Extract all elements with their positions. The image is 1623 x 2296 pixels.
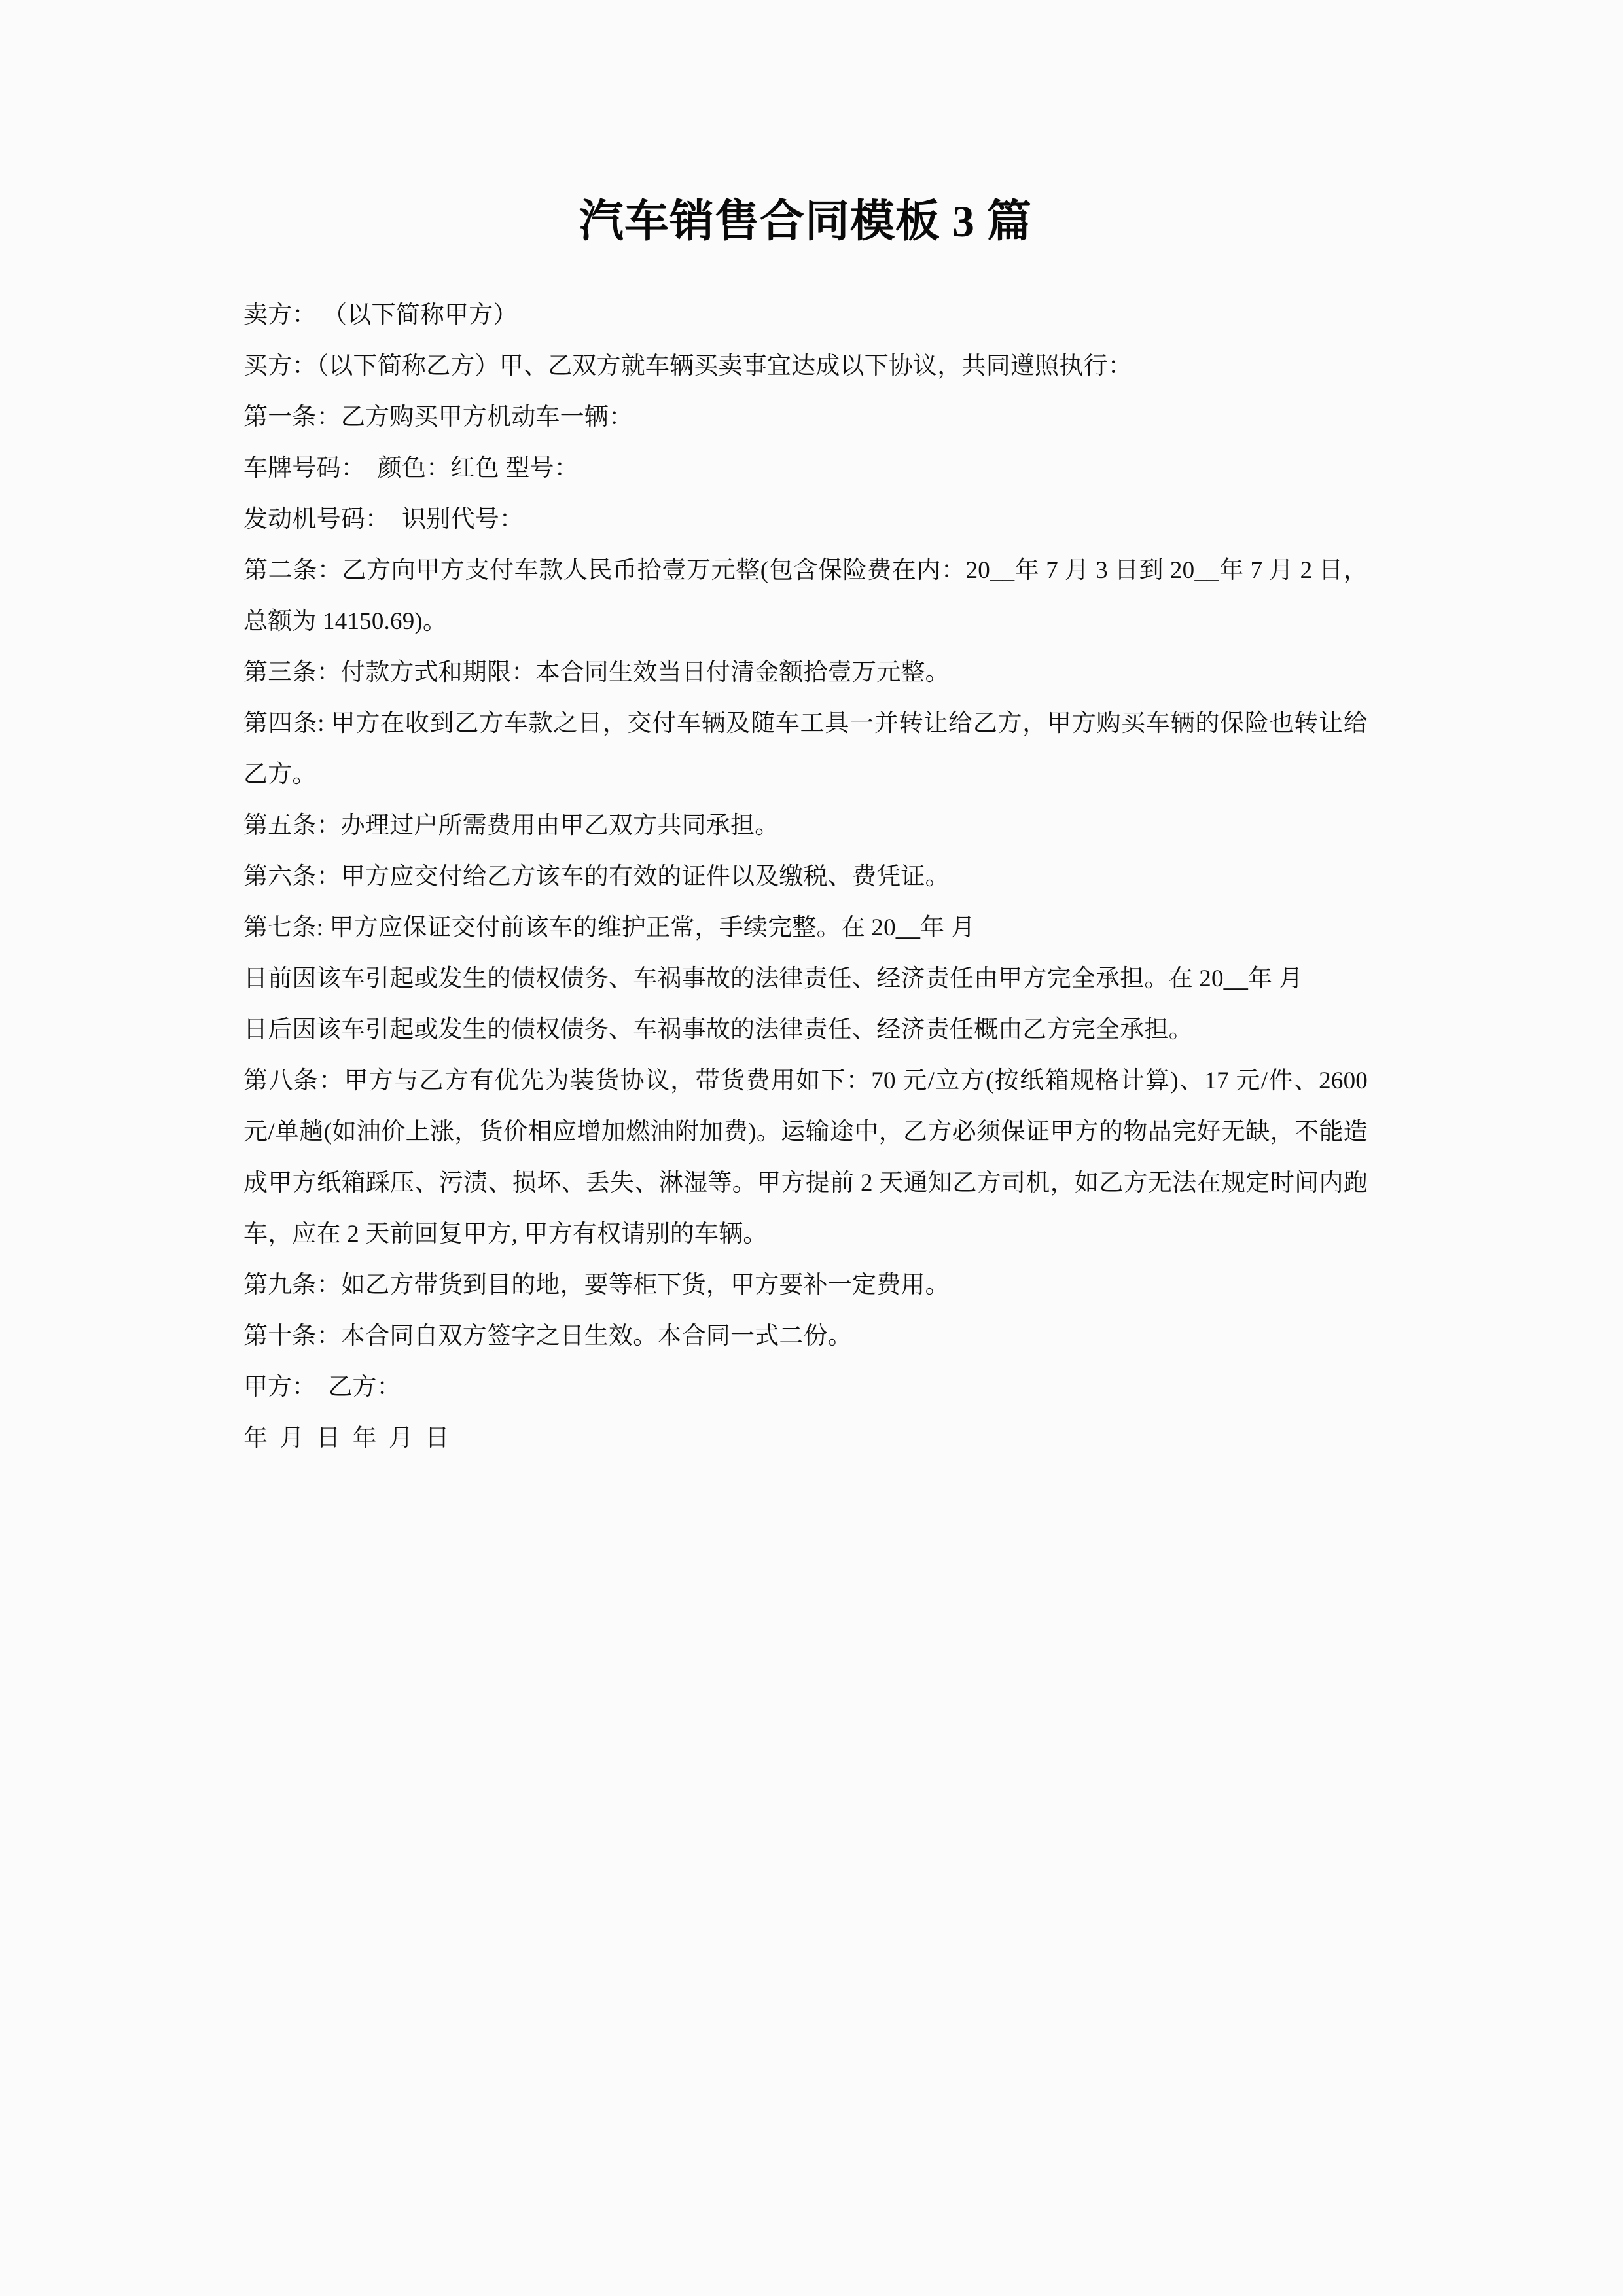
paragraph-buyer-line: 买方：（以下简称乙方）甲、乙双方就车辆买卖事宜达成以下协议，共同遵照执行： bbox=[243, 353, 1132, 380]
paragraph-article-9: 第九条：如乙方带货到目的地，要等柜下货，甲方要补一定费用。 bbox=[243, 1272, 950, 1299]
paragraph-vehicle-plate: 车牌号码： 颜色：红色 型号： bbox=[243, 455, 579, 482]
paragraph-article-3: 第三条：付款方式和期限：本合同生效当日付清金额拾壹万元整。 bbox=[243, 659, 950, 686]
signature-date-line: 年 月 日 年 月 日 bbox=[243, 1425, 450, 1452]
signature-parties-line: 甲方： 乙方： bbox=[243, 1374, 401, 1401]
paragraph-article-1: 第一条：乙方购买甲方机动车一辆： bbox=[243, 404, 633, 431]
paragraph-article-10: 第十条：本合同自双方签字之日生效。本合同一式二份。 bbox=[243, 1323, 852, 1350]
paragraph-article-5: 第五条：办理过户所需费用由甲乙双方共同承担。 bbox=[243, 812, 779, 839]
paragraph-article-7-cont2: 日后因该车引起或发生的债权债务、车祸事故的法律责任、经济责任概由乙方完全承担。 bbox=[243, 1016, 1193, 1043]
paragraph-article-7-cont: 日前因该车引起或发生的债权债务、车祸事故的法律责任、经济责任由甲方完全承担。在 20__年 月 bbox=[243, 965, 1303, 992]
paragraph-article-8: 第八条：甲方与乙方有优先为装货协议，带货费用如下：70 元/立方(按纸箱规格计算)、17 元/件、2600 元/单趟(如油价上涨，货价相应增加燃油附加费)。运输途中，乙方必须保证甲方的物品完好无缺，不能造成甲方纸箱踩压、污渍、损坏、丢失、淋湿等。甲方提前 2 天通知乙方司机，如乙方无法在规定时间内跑车，应在 2 天前回复甲方, 甲方有权请别的车辆。 bbox=[243, 1067, 1374, 1247]
paragraph-seller-line: 卖方： （以下简称甲方） bbox=[243, 302, 518, 329]
paragraph-article-7: 第七条: 甲方应保证交付前该车的维护正常，手续完整。在 20__年 月 bbox=[243, 914, 976, 941]
document-body bbox=[243, 194, 1374, 1464]
paragraph-article-4: 第四条: 甲方在收到乙方车款之日，交付车辆及随车工具一并转让给乙方，甲方购买车辆的保险也转让给乙方。 bbox=[243, 710, 1368, 788]
page-title: 汽车销售合同模板 3 篇 bbox=[579, 196, 1032, 246]
paragraph-vehicle-engine: 发动机号码： 识别代号： bbox=[243, 506, 524, 533]
paragraph-article-6: 第六条：甲方应交付给乙方该车的有效的证件以及缴税、费凭证。 bbox=[243, 863, 950, 890]
paragraph-article-2: 第二条：乙方向甲方支付车款人民币拾壹万元整(包含保险费在内：20__年 7 月 3 日到 20__年 7 月 2 日，总额为 14150.69)。 bbox=[243, 557, 1368, 635]
